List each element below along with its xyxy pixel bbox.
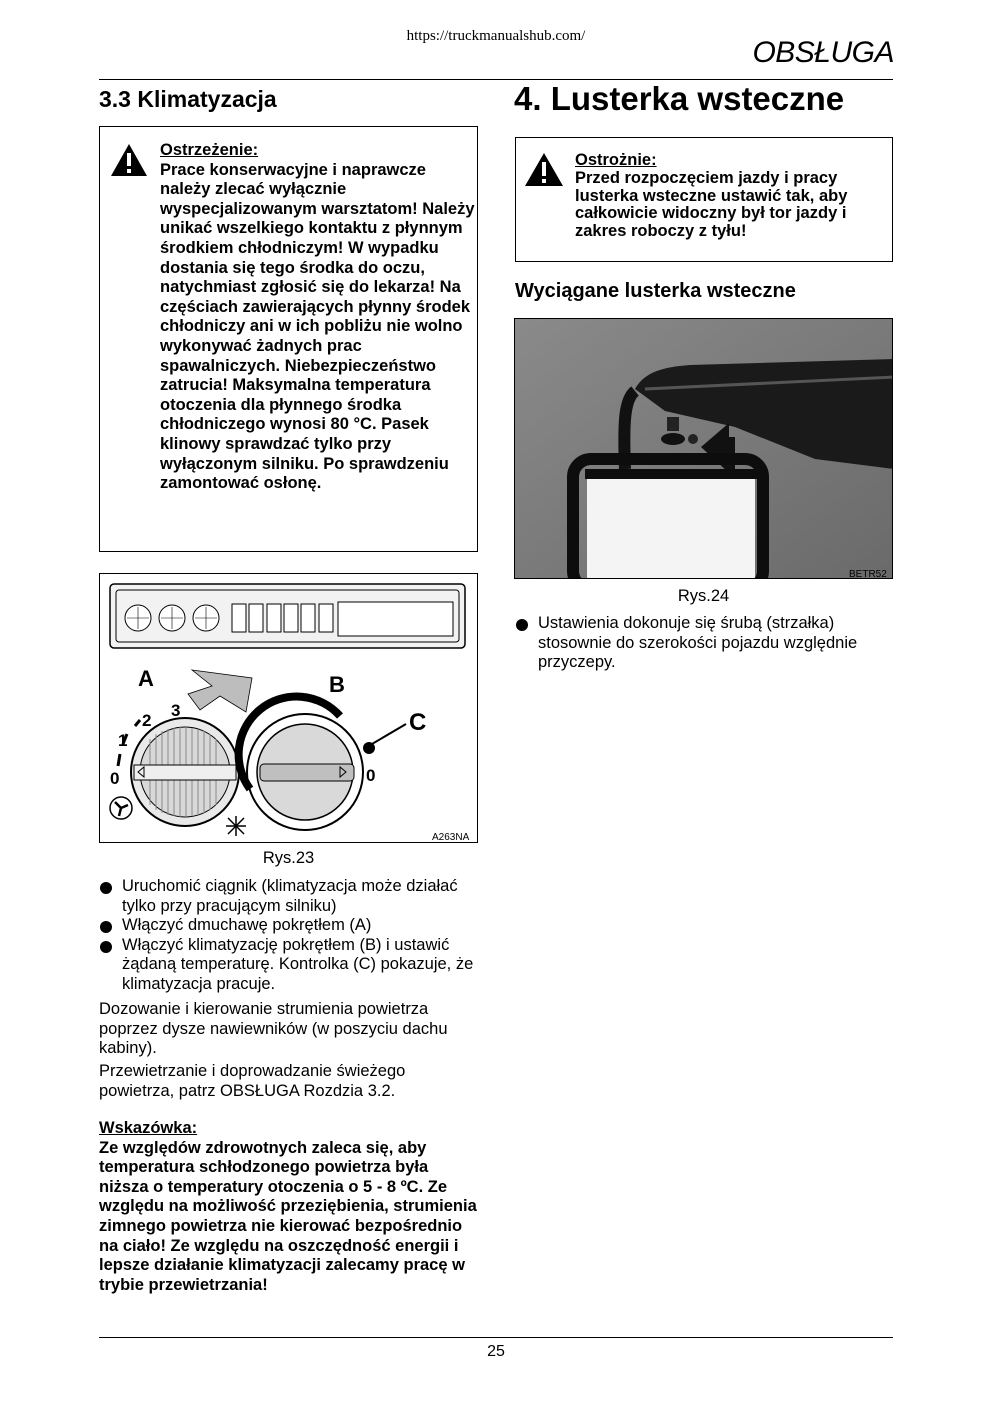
scale-1: 1 bbox=[118, 731, 128, 750]
footer-rule bbox=[99, 1337, 893, 1338]
scale-b-0: 0 bbox=[366, 766, 376, 785]
scale-0: 0 bbox=[110, 769, 120, 788]
figure-code: A263NA bbox=[432, 832, 470, 843]
warning-text: Prace konserwacyjne i naprawcze należy zlecać wyłącznie wyspecjalizowanym warsztatom! Należy unikać wszelkiego kontaktu z płynnym środkiem chłodniczym! W wypadku dostania się tego środka do oczu, natychmiast zgłosić się do lekarza! Na częściach zawierających płynny środek chłodniczy ani w ich pobliżu nie wolno wykonywać żadnych prac spawalniczych. Niebezpieczeństwo zatrucia! Maksymalna temperatura otoczenia dla płynnego środka chłodniczego wynosi 80 °C. Pasek klinowy sprawdzać tylko przy wyłączonym silniku. Po sprawdzeniu zamontować osłonę. bbox=[160, 160, 475, 493]
bullet-dot-icon bbox=[100, 941, 112, 953]
climate-panel-illustration bbox=[100, 574, 478, 843]
label-c: C bbox=[409, 709, 427, 736]
mirror-photo-illustration bbox=[515, 319, 893, 579]
caution-title: Ostrożnie: bbox=[575, 151, 657, 169]
hint-text: Ze względów zdrowotnych zaleca się, aby temperatura schłodzonego powietrza była niższa o temperatury otoczenia o 5 - 8 ºC. Ze względu na możliwość przeziębienia, strumienia zimnego powietrza nie kierować bezpośrednio na ciało! Ze względu na oszczędność energii i lepsze działanie klimatyzacji zalecamy pracę w trybie przewietrzania! bbox=[99, 1138, 477, 1294]
label-a: A bbox=[138, 666, 154, 691]
page-number: 25 bbox=[487, 1343, 505, 1360]
warning-triangle-icon bbox=[524, 152, 564, 187]
bullet-list-climate bbox=[99, 877, 478, 995]
paragraph-ventilation: Przewietrzanie i doprowadzanie świeżego powietrza, patrz OBSŁUGA Rozdzia 3.2. bbox=[99, 1062, 406, 1100]
scale-2: 2 bbox=[142, 711, 152, 730]
figure-mirror-photo bbox=[514, 318, 893, 579]
bullet-dot-icon bbox=[100, 882, 112, 894]
figure-caption-24: Rys.24 bbox=[677, 587, 730, 605]
bullet-dot-icon bbox=[516, 619, 528, 631]
subheading-extendable-mirrors: Wyciągane lusterka wsteczne bbox=[515, 280, 796, 302]
list-item: Włączyć klimatyzację pokrętłem (B) i ustawić żądaną temperaturę. Kontrolka (C) pokazuje, że klimatyzacja pracuje. bbox=[99, 936, 478, 995]
scale-3: 3 bbox=[171, 701, 181, 720]
list-item: Uruchomić ciągnik (klimatyzacja może działać tylko przy pracującym silniku) bbox=[99, 877, 478, 916]
list-item: Włączyć dmuchawę pokrętłem (A) bbox=[99, 916, 478, 936]
hint-title: Wskazówka: bbox=[99, 1119, 198, 1137]
paragraph-air-direction: Dozowanie i kierowanie strumienia powietrza poprzez dysze nawiewników (w poszyciu dachu kabiny). bbox=[99, 1000, 448, 1058]
warning-triangle-icon bbox=[110, 143, 148, 177]
hint-block bbox=[99, 1119, 478, 1295]
bullet-dot-icon bbox=[100, 921, 112, 933]
header-url: https://truckmanualshub.com/ bbox=[406, 28, 586, 44]
caution-box bbox=[515, 137, 893, 262]
warning-box bbox=[99, 126, 478, 552]
figure-climate-control-panel bbox=[99, 573, 478, 843]
caution-text: Przed rozpoczęciem jazdy i pracy lusterka wsteczne ustawić tak, aby całkowicie widoczny był tor jazdy i zakres roboczy z tyłu! bbox=[575, 168, 848, 241]
bullet-list-mirrors bbox=[515, 614, 893, 673]
section-title: OBSŁUGA bbox=[752, 36, 894, 69]
chapter-heading-mirrors: 4. Lusterka wsteczne bbox=[514, 80, 845, 117]
section-heading-klimatyzacja: 3.3 Klimatyzacja bbox=[99, 86, 277, 112]
label-b: B bbox=[329, 672, 345, 697]
list-item: Ustawienia dokonuje się śrubą (strzałka) stosownie do szerokości pojazdu względnie przyczepy. bbox=[515, 614, 893, 673]
snowflake-icon bbox=[226, 816, 246, 836]
figure-caption-23: Rys.23 bbox=[262, 849, 315, 867]
figure-code: BETR52 bbox=[849, 569, 887, 579]
warning-title: Ostrzeżenie: bbox=[160, 141, 259, 159]
